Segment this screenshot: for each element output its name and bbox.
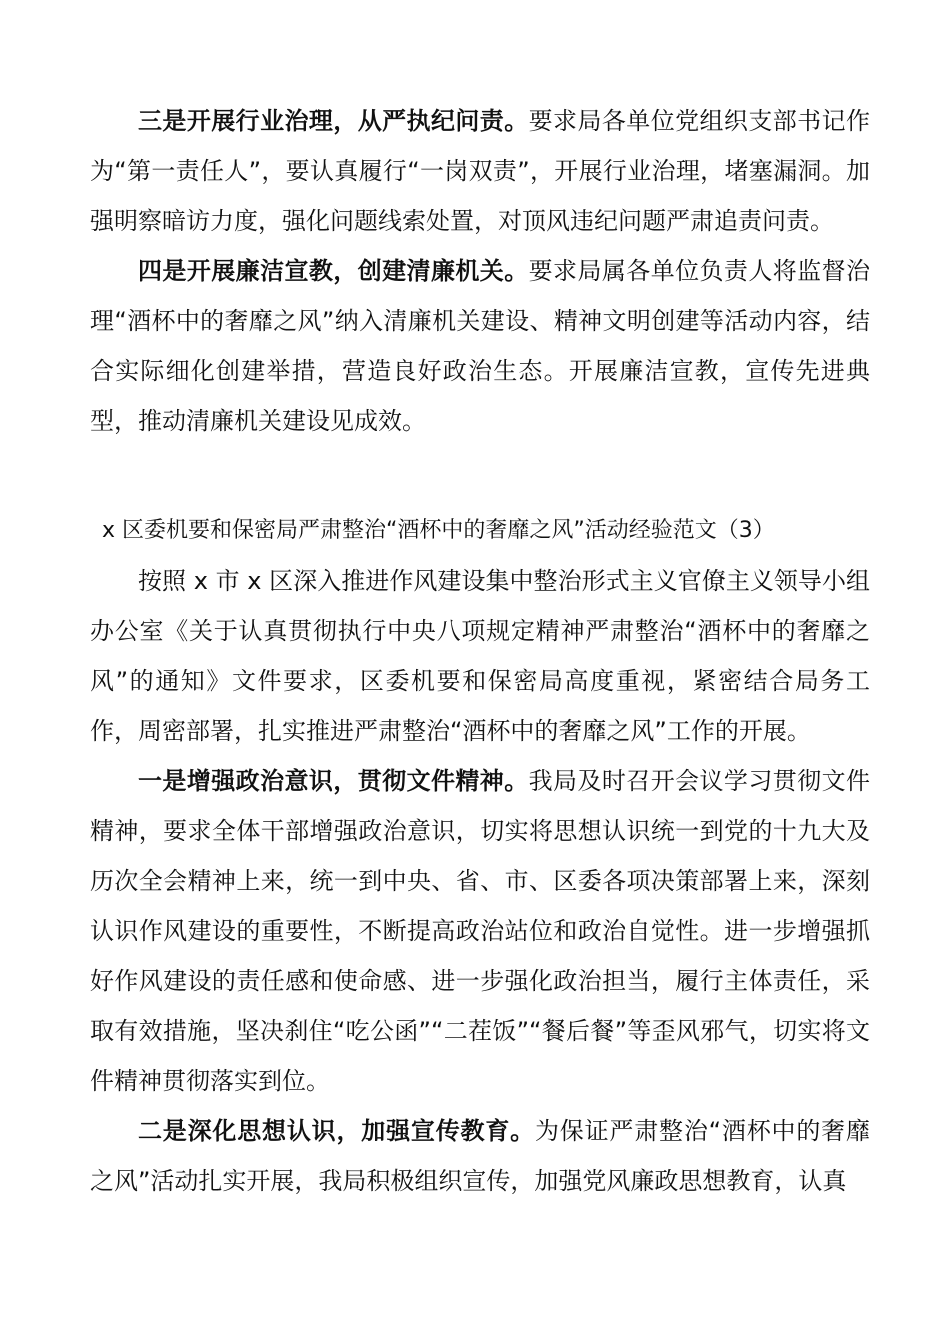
paragraph-lead: 三是开展行业治理，从严执纪问责。 [138,107,529,135]
document-page [90,96,870,1206]
paragraph-body: 要求局各单位党组织支部书记作为“第一责任人”，要认真履行“一岗双责”，开展行业治理，堵塞漏洞。加强明察暗访力度，强化问题线索处置，对顶风违纪问题严肃追责问责。 [90,107,871,235]
paragraph-lead: 四是开展廉洁宣教，创建清廉机关。 [138,257,529,285]
paragraph-political-awareness [90,756,870,1106]
paragraph-clean-education [90,246,870,446]
paragraph-publicity-education [90,1106,870,1206]
paragraph-body: 要求局属各单位负责人将监督治理“酒杯中的奢靡之风”纳入清廉机关建设、精神文明创建等活动内容，结合实际细化创建举措，营造良好政治生态。开展廉洁宣教，宣传先进典型，推动清廉机关建设见成效。 [90,257,871,435]
section-gap [90,446,870,506]
paragraph-body: 我局及时召开会议学习贯彻文件精神，要求全体干部增强政治意识，切实将思想认识统一到党的十九大及历次全会精神上来，统一到中央、省、市、区委各项决策部署上来，深刻认识作风建设的重要性，不断提高政治站位和政治自觉性。进一步增强抓好作风建设的责任感和使命感、进一步强化政治担当，履行主体责任，采取有效措施，坚决刹住“吃公函”“二茬饭”“餐后餐”等歪风邪气，切实将文件精神贯彻落实到位。 [90,767,871,1095]
paragraph-intro: 按照 x 市 x 区深入推进作风建设集中整治形式主义官僚主义领导小组办公室《关于认真贯彻执行中央八项规定精神严肃整治“酒杯中的奢靡之风”的通知》文件要求，区委机要和保密局高度重视，紧密结合局务工作，周密部署，扎实推进严肃整治“酒杯中的奢靡之风”工作的开展。 [90,567,870,745]
section-title: x 区委机要和保密局严肃整治“酒杯中的奢靡之风”活动经验范文（3） [102,518,775,543]
paragraph-industry-governance [90,96,870,246]
paragraph-body: 为保证严肃整治“酒杯中的奢靡之风”活动扎实开展，我局积极组织宣传，加强党风廉政思想教育，认真 [90,1117,870,1195]
paragraph-lead: 一是增强政治意识，贯彻文件精神。 [138,767,529,795]
paragraph-lead: 二是深化思想认识，加强宣传教育。 [138,1117,535,1145]
